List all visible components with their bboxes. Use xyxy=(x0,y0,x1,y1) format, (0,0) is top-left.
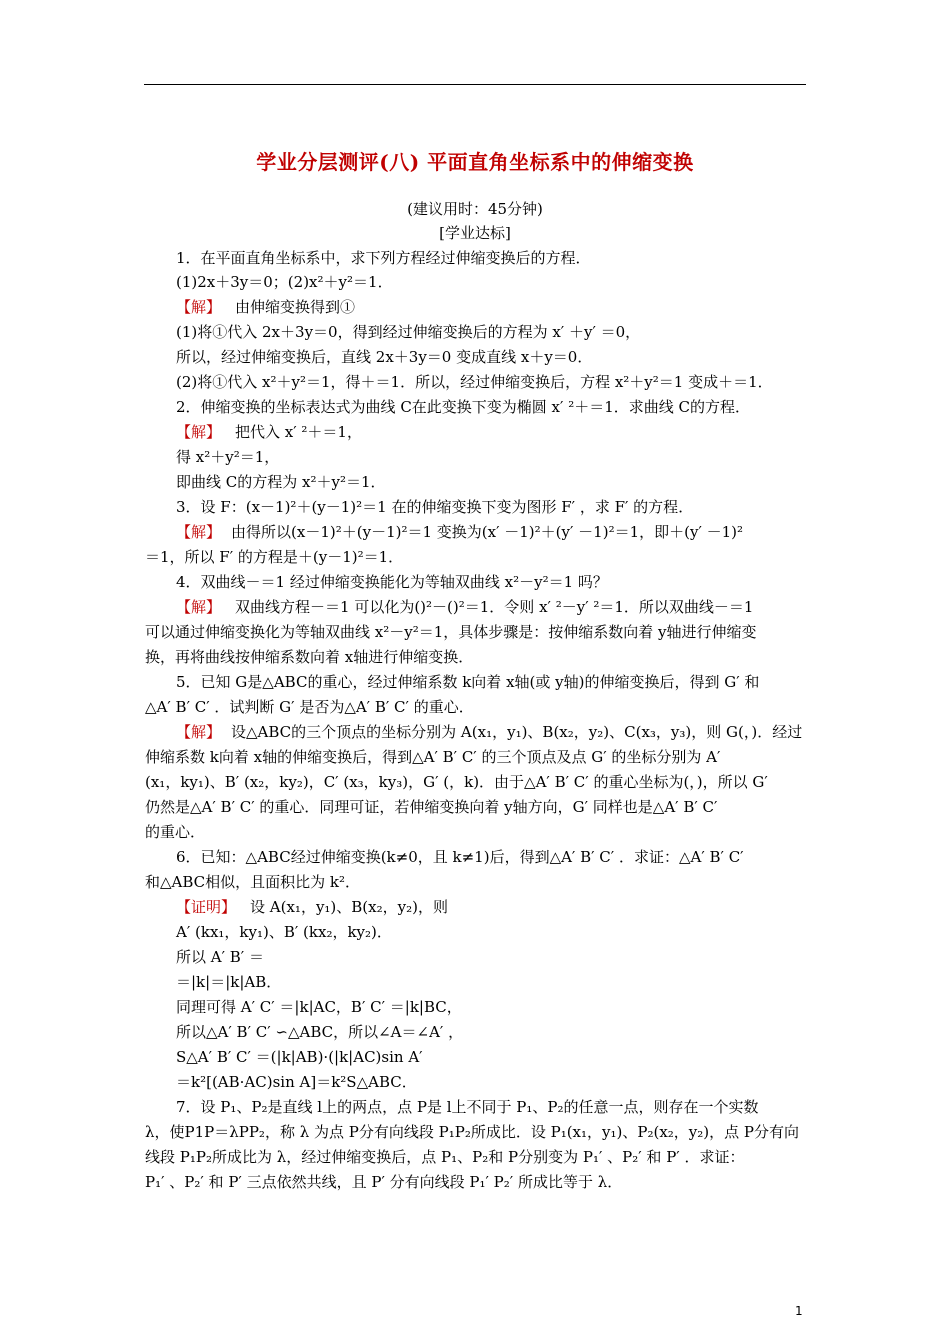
solution-line: 仍然是△A′ B′ C′ 的重心．同理可证，若伸缩变换向着 y轴方向，G′ 同样也是△A′ B′ C′ xyxy=(145,798,718,816)
section-label: [学业达标] xyxy=(439,224,511,242)
proof-6-start: 【证明】 设 A(x₁，y₁)、B(x₂，y₂)，则 xyxy=(176,898,448,916)
question-4: 4．双曲线－＝1 经过伸缩变换能化为等轴双曲线 x²－y²＝1 吗？ xyxy=(176,573,608,591)
proof-line: 所以 A′ B′ ＝ xyxy=(176,948,264,966)
question-7: 7．设 P₁、P₂是直线 l上的两点，点 P是 l上不同于 P₁、P₂的任意一点，则存在一个实数 xyxy=(176,1098,759,1116)
solution-line: 即曲线 C的方程为 x²＋y²＝1． xyxy=(176,473,386,491)
proof-line: 同理可得 A′ C′ ＝|k|AC，B′ C′ ＝|k|BC， xyxy=(176,998,462,1016)
solution-tag: 【解】 xyxy=(176,598,222,616)
question-7-cont: P₁′ 、P₂′ 和 P′ 三点依然共线，且 P′ 分有向线段 P₁′ P₂′ 所成比等于 λ． xyxy=(145,1173,623,1191)
proof-line: ＝k²[(AB·AC)sin A]＝k²S△ABC． xyxy=(176,1073,417,1091)
solution-5-start: 【解】 设△ABC的三个顶点的坐标分别为 A(x₁，y₁)、B(x₂，y₂)、C(x₃，y₃)，则 G(，)．经过 xyxy=(176,723,803,741)
question-7-cont: λ，使P1P＝λPP₂，称 λ 为点 P分有向线段 P₁P₂所成比．设 P₁(x₁，y₁)、P₂(x₂，y₂)，点 P分有向 xyxy=(145,1123,799,1141)
solution-line: 可以通过伸缩变换化为等轴双曲线 x²－y²＝1，具体步骤是：按伸缩系数向着 y轴进行伸缩变 xyxy=(145,623,757,641)
proof-line: S△A′ B′ C′ ＝(|k|AB)·(|k|AC)sin A′ xyxy=(176,1048,423,1066)
time-hint: (建议用时：45分钟) xyxy=(407,200,543,218)
solution-line: 换，再将曲线按伸缩系数向着 x轴进行伸缩变换． xyxy=(145,648,474,666)
solution-line: (2)将①代入 x²＋y²＝1，得＋＝1．所以，经过伸缩变换后，方程 x²＋y²＝1 变成＋＝1． xyxy=(176,373,773,391)
question-1: 1．在平面直角坐标系中，求下列方程经过伸缩变换后的方程． xyxy=(176,249,591,267)
question-2: 2．伸缩变换的坐标表达式为曲线 C在此变换下变为椭圆 x′ ²＋＝1．求曲线 C的方程． xyxy=(176,398,750,416)
question-1-items: (1)2x＋3y＝0；(2)x²＋y²＝1． xyxy=(176,273,393,291)
question-3: 3．设 F：(x－1)²＋(y－1)²＝1 在的伸缩变换下变为图形 F′ ，求 F′ 的方程． xyxy=(176,498,694,516)
question-6: 6．已知：△ABC经过伸缩变换(k≠0，且 k≠1)后，得到△A′ B′ C′ ．求证：△A′ B′ C′ xyxy=(176,848,744,866)
page-title: 学业分层测评(八) 平面直角坐标系中的伸缩变换 xyxy=(256,150,694,174)
proof-tag: 【证明】 xyxy=(176,898,237,916)
solution-1-start: 【解】 由伸缩变换得到① xyxy=(176,298,356,316)
page-number: 1 xyxy=(795,1304,803,1318)
solution-tag: 【解】 xyxy=(176,723,222,741)
solution-tag: 【解】 xyxy=(176,423,222,441)
solution-tag: 【解】 xyxy=(176,298,222,316)
header-rule xyxy=(144,84,806,85)
proof-line: A′ (kx₁，ky₁)、B′ (kx₂，ky₂)． xyxy=(176,923,392,941)
solution-line: 的重心． xyxy=(145,823,206,841)
solution-line: ＝1，所以 F′ 的方程是＋(y－1)²＝1． xyxy=(145,548,404,566)
question-5-cont: △A′ B′ C′ ．试判断 G′ 是否为△A′ B′ C′ 的重心． xyxy=(145,698,474,716)
solution-3-start: 【解】 由得所以(x－1)²＋(y－1)²＝1 变换为(x′ －1)²＋(y′ －1)²＝1，即＋(y′ －1)² xyxy=(176,523,744,541)
proof-line: 所以△A′ B′ C′ ∽△ABC，所以∠A＝∠A′ ， xyxy=(176,1023,464,1041)
solution-4-start: 【解】 双曲线方程－＝1 可以化为()²－()²＝1．令则 x′ ²－y′ ²＝1．所以双曲线－＝1 xyxy=(176,598,754,616)
proof-line: ＝|k|＝|k|AB． xyxy=(176,973,282,991)
question-6-cont: 和△ABC相似，且面积比为 k²． xyxy=(145,873,361,891)
solution-2-start: 【解】 把代入 x′ ²＋＝1， xyxy=(176,423,362,441)
question-7-cont: 线段 P₁P₂所成比为 λ，经过伸缩变换后，点 P₁、P₂和 P分别变为 P₁′ 、P₂′ 和 P′ ．求证： xyxy=(145,1148,745,1166)
solution-line: 得 x²＋y²＝1， xyxy=(176,448,280,466)
solution-line: 所以，经过伸缩变换后，直线 2x＋3y＝0 变成直线 x＋y＝0． xyxy=(176,348,593,366)
solution-line: (x₁，ky₁)、B′ (x₂，ky₂)，C′ (x₃，ky₃)，G′ (，k)．由于△A′ B′ C′ 的重心坐标为(，)，所以 G′ xyxy=(145,773,768,791)
solution-line: 伸缩系数 k向着 x轴的伸缩变换后，得到△A′ B′ C′ 的三个顶点及点 G′ 的坐标分别为 A′ xyxy=(145,748,721,766)
solution-tag: 【解】 xyxy=(176,523,222,541)
question-5: 5．已知 G是△ABC的重心，经过伸缩系数 k向着 x轴(或 y轴)的伸缩变换后，得到 G′ 和 xyxy=(176,673,760,691)
solution-line: (1)将①代入 2x＋3y＝0，得到经过伸缩变换后的方程为 x′ ＋y′ ＝0， xyxy=(176,323,641,341)
